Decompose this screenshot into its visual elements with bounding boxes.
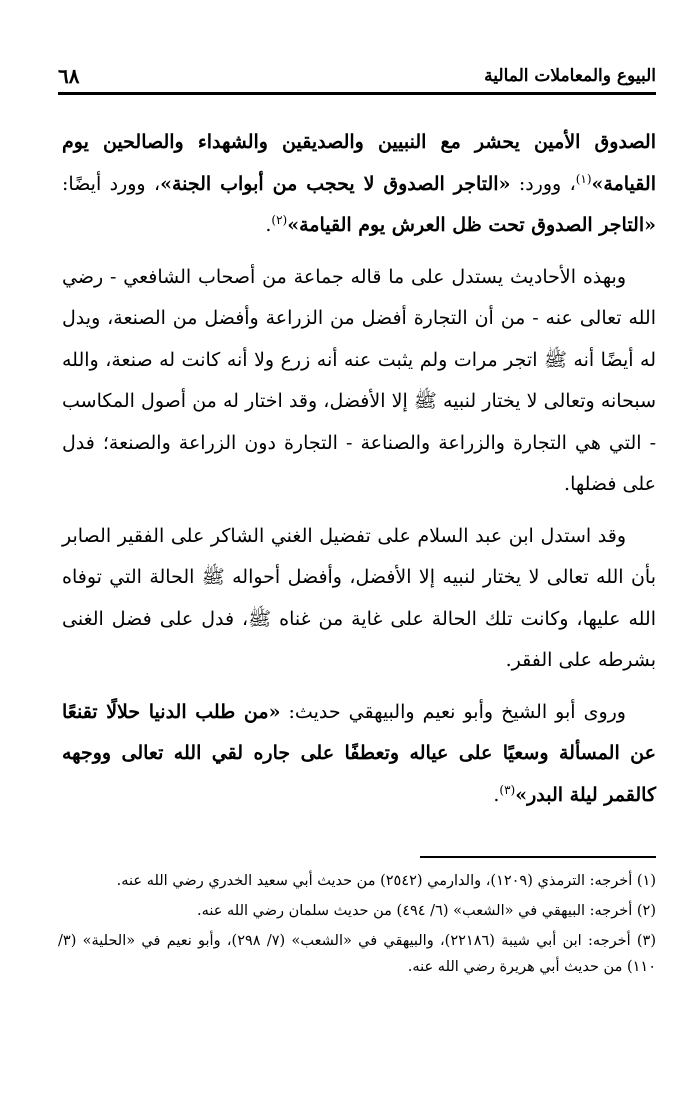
running-header bbox=[58, 60, 656, 95]
footnote-2: (٢) أخرجه: البيهقي في «الشعب» (٦/ ٤٩٤) من حديث سلمان رضي الله عنه. bbox=[197, 903, 656, 919]
paragraph-text: ، وورد: bbox=[510, 172, 576, 195]
paragraph-4 bbox=[62, 692, 656, 817]
paragraph-1 bbox=[62, 122, 656, 247]
running-header-title: البيوع والمعاملات المالية bbox=[484, 66, 656, 86]
hadith-quote-3: «التاجر الصدوق تحت ظل العرش يوم القيامة» bbox=[287, 214, 656, 236]
footnote-ref-3: (٣) bbox=[499, 782, 516, 797]
footnote-ref-2: (٢) bbox=[271, 213, 288, 227]
hadith-quote-1: الصدوق الأمين يحشر مع النبيين والصديقين والشهداء والصالحين يوم القيامة» bbox=[62, 131, 656, 195]
footnote-3: (٣) أخرجه: ابن أبي شيبة (٢٢١٨٦)، والبيهقي في «الشعب» (٧/ ٢٩٨)، وأبو نعيم في «الحلية» (٣/ ١١٠) من حديث أبي هريرة رضي الله عنه. bbox=[58, 933, 657, 975]
paragraph-text: ، وورد أيضًا: bbox=[62, 172, 161, 195]
paragraph-text: . bbox=[265, 214, 272, 236]
footnote-ref-1: (١) bbox=[575, 171, 592, 186]
paragraph-text: وروى أبو الشيخ وأبو نعيم والبيهقي حديث: bbox=[280, 700, 626, 723]
paragraph-text: . bbox=[493, 783, 500, 806]
footnote-separator bbox=[420, 856, 656, 858]
paragraph-3: وقد استدل ابن عبد السلام على تفضيل الغني الشاكر على الفقير الصابر بأن الله تعالى لا يختار لنبيه إلا الأفضل، وأفضل أحواله ﷺ الحالة التي توفاه الله عليها، وكانت تلك الحالة على غاية من غناه ﷺ، فدل على فضل الغنى بشرطه على الفقر. bbox=[62, 524, 656, 671]
paragraph-2: وبهذه الأحاديث يستدل على ما قاله جماعة من أصحاب الشافعي - رضي الله تعالى عنه - من أن التجارة أفضل من الزراعة وأفضل من الصنعة، ويدل له أيضًا أنه ﷺ اتجر مرات ولم يثبت عنه أنه زرع ولا أنه كانت له صنعة، والله سبحانه وتعالى لا يختار لنبيه ﷺ إلا الأفضل، وقد اختار له من أصول المكاسب - التي هي التجارة والزراعة والصناعة - التجارة دون الزراعة والصنعة؛ فدل على فضلها. bbox=[62, 265, 656, 495]
footnotes bbox=[58, 868, 656, 984]
main-text bbox=[62, 122, 656, 826]
footnote-1: (١) أخرجه: الترمذي (١٢٠٩)، والدارمي (٢٥٤٢) من حديث أبي سعيد الخدري رضي الله عنه. bbox=[116, 873, 656, 889]
hadith-quote-4: «من طلب الدنيا حلالًا تقنعًا عن المسألة وسعيًا على عياله وتعطفًا على جاره لقي الله تعالى ووجهه كالقمر ليلة البدر» bbox=[62, 700, 656, 806]
page-number: ٦٨ bbox=[58, 64, 80, 88]
hadith-quote-2: «التاجر الصدوق لا يحجب من أبواب الجنة» bbox=[160, 172, 511, 195]
